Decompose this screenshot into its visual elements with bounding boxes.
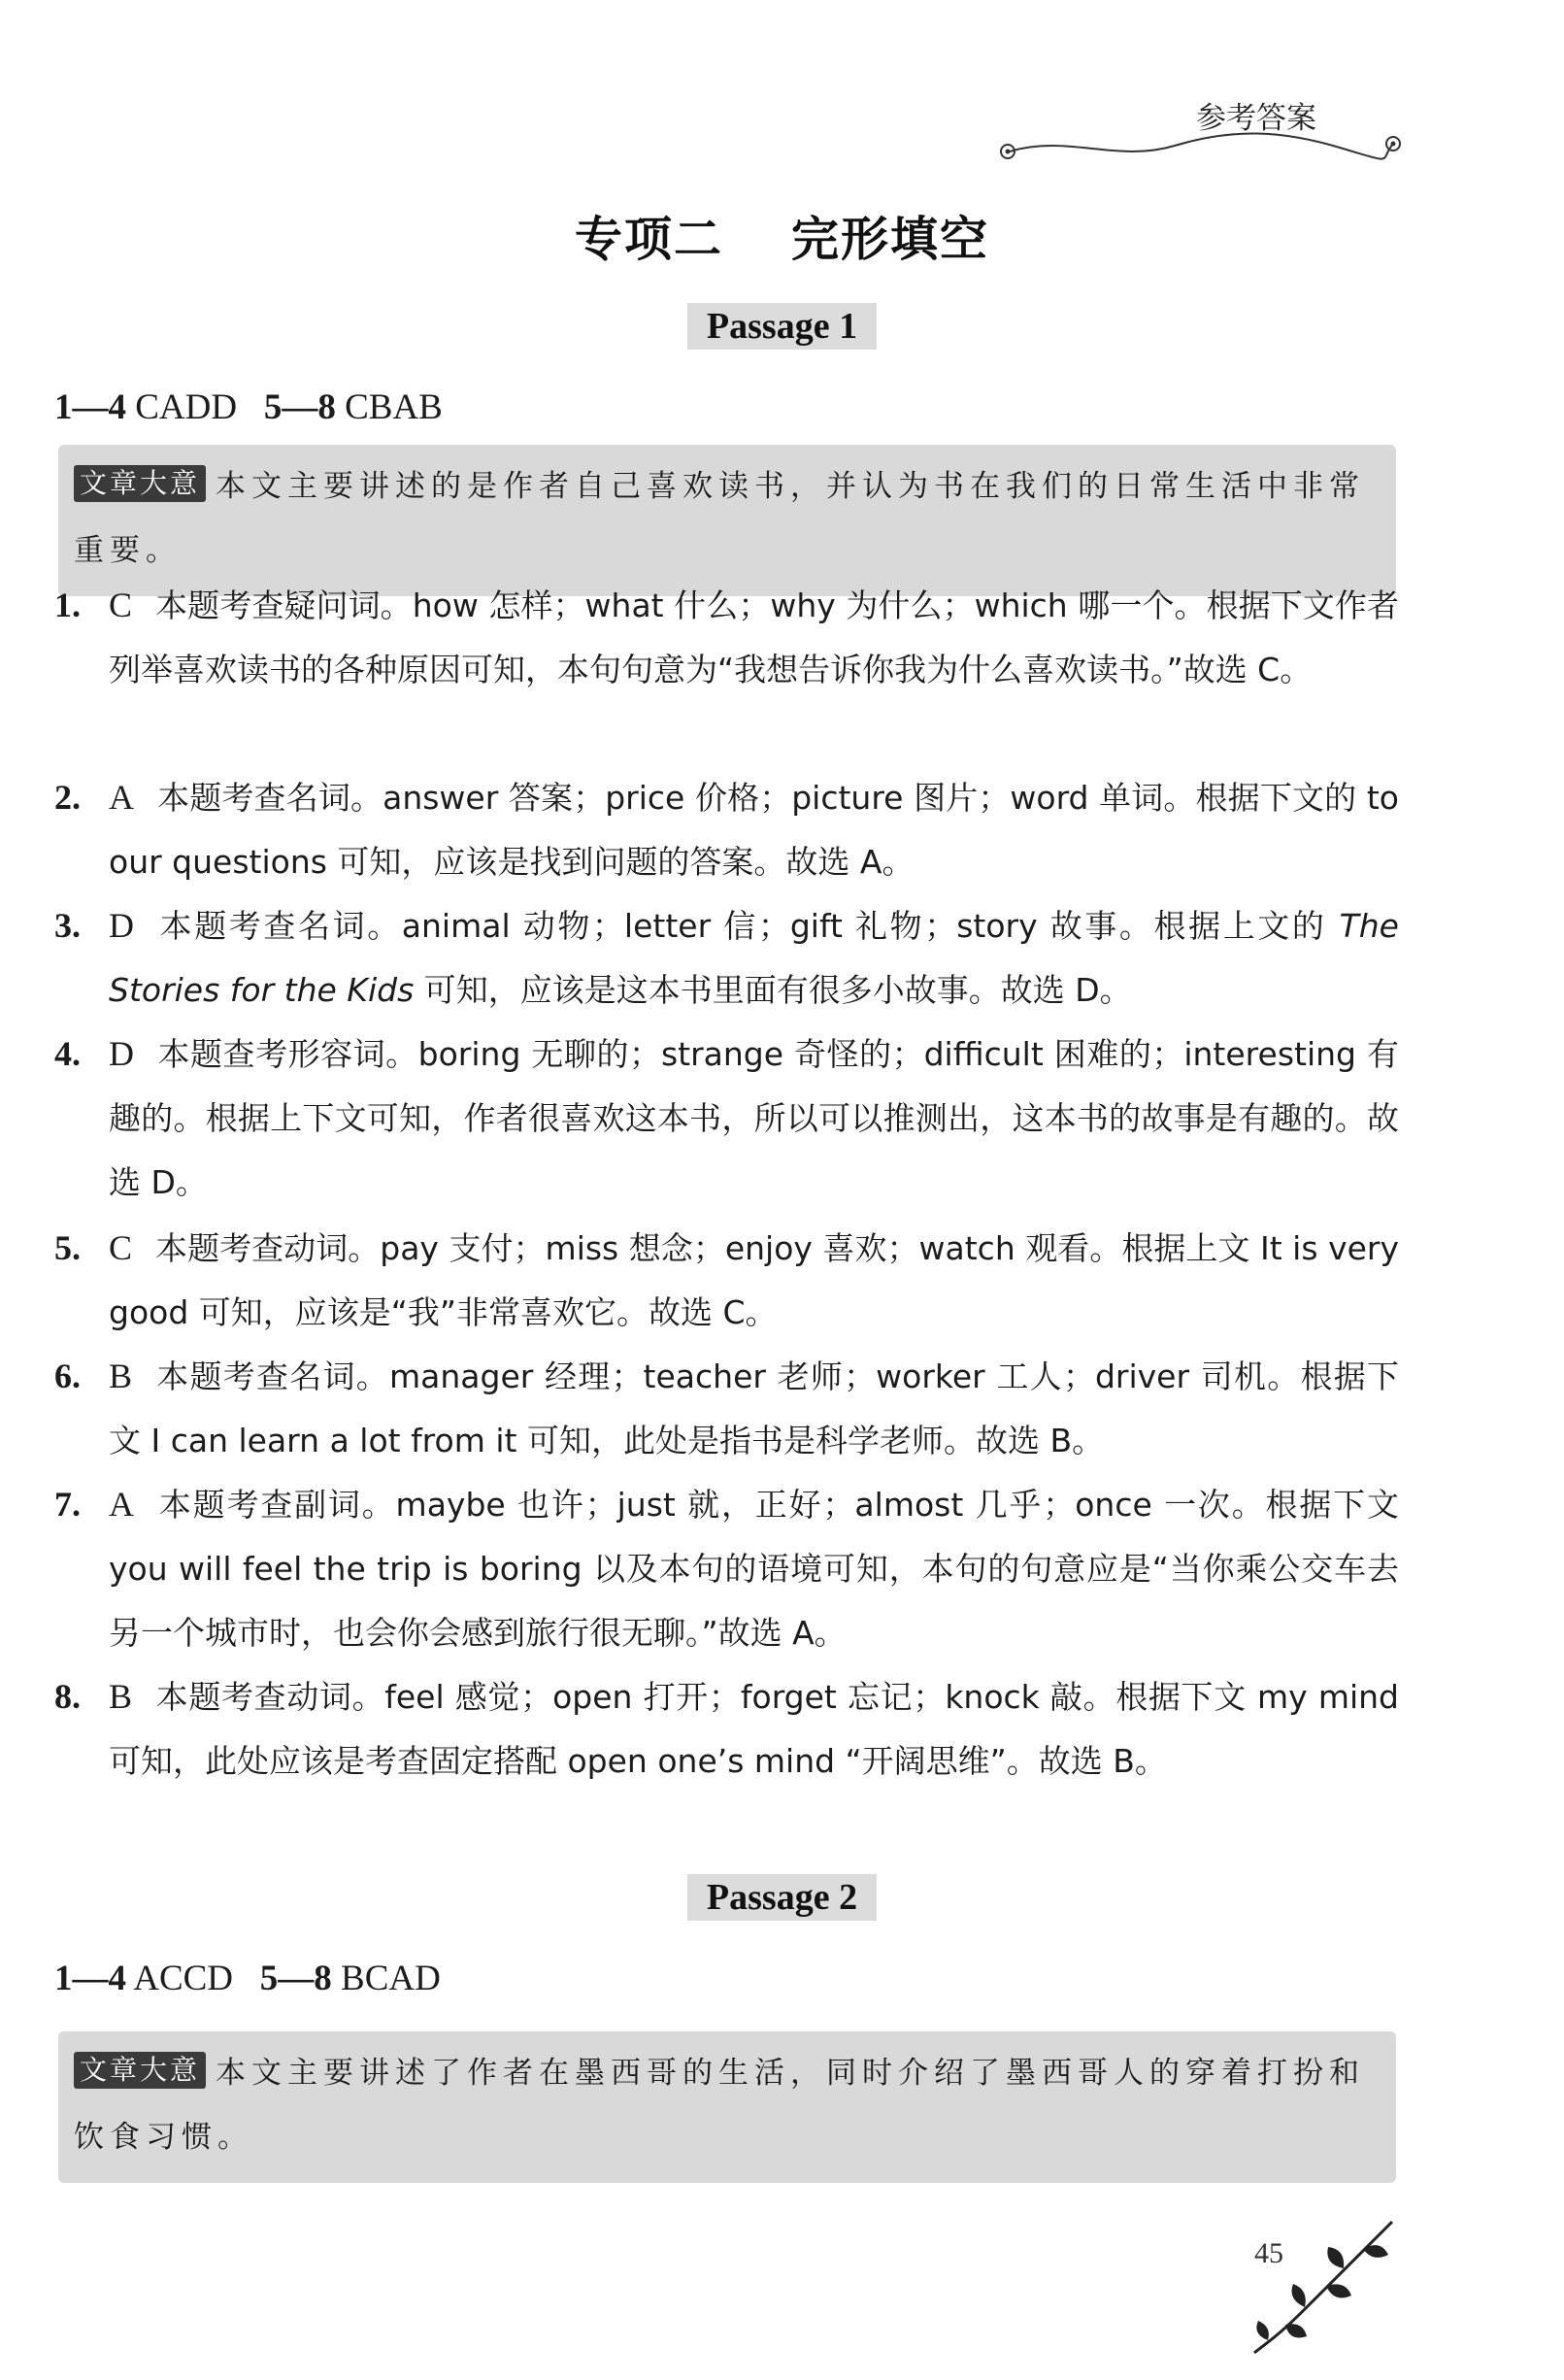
header-label: 参考答案	[1196, 101, 1316, 136]
page-number: 45	[1254, 2237, 1283, 2269]
title-part2: 完形填空	[791, 212, 990, 267]
explanation-item-3: 3. D 本题考查名词。animal 动物；letter 信；gift 礼物；story 故事。根据上文的 The Stories for the Kids 可知，应该是这本书里面有很多小故事。故选 D。	[54, 906, 1399, 1009]
explanation-item-7: 7. A 本题考查副词。maybe 也许；just 就，正好；almost 几乎；once 一次。根据下文 you will feel the trip is boring 以及本句的语境可知，本句的句意应是“当你乘公交车去另一个城市时，也会你会感到旅行很无聊。”故选 A。	[54, 1485, 1399, 1652]
summary-tag: 文章大意	[74, 2052, 206, 2089]
passage-1-heading: Passage 1	[0, 303, 1564, 350]
explanation-item-1: 1. C 本题考查疑问词。how 怎样；what 什么；why 为什么；which 哪一个。根据下文作者列举喜欢读书的各种原因可知，本句句意为“我想告诉你我为什么喜欢读书。”故选 C。	[54, 586, 1399, 688]
passage-2-heading: Passage 2	[0, 1874, 1564, 1921]
summary-text: 本文主要讲述的是作者自己喜欢读书，并认为书在我们的日常生活中非常重要。	[74, 469, 1366, 568]
page-title	[0, 202, 1564, 270]
explanation-item-8: 8. B 本题考查动词。feel 感觉；open 打开；forget 忘记；knock 敲。根据下文 my mind 可知，此处应该是考查固定搭配 open one’s mind “开阔思维”。故选 B。	[54, 1677, 1399, 1780]
explanation-item-4: 4. D 本题查考形容词。boring 无聊的；strange 奇怪的；difficult 困难的；interesting 有趣的。根据上下文可知，作者很喜欢这本书，所以可以推测出，这本书的故事是有趣的。故选 D。	[54, 1034, 1399, 1201]
explanation-item-5: 5. C 本题考查动词。pay 支付；miss 想念；enjoy 喜欢；watch 观看。根据上文 It is very good 可知，应该是“我”非常喜欢它。故选 C。	[54, 1228, 1399, 1331]
explanation-item-2: 2. A 本题考查名词。answer 答案；price 价格；picture 图片；word 单词。根据下文的 to our questions 可知，应该是找到问题的答案。故选 A。	[54, 778, 1399, 881]
header-ornament	[990, 124, 1408, 173]
summary-tag: 文章大意	[74, 465, 206, 502]
vine-ornament-icon	[1247, 2212, 1402, 2358]
explanation-item-6: 6. B 本题考查名词。manager 经理；teacher 老师；worker 工人；driver 司机。根据下文 I can learn a lot from it 可知，此处是指书是科学老师。故选 B。	[54, 1357, 1399, 1459]
passage-2-answer-key: 1—4 ACCD 5—8 BCAD	[54, 1959, 441, 1998]
passage-2-summary	[58, 2031, 1396, 2183]
summary-text: 本文主要讲述了作者在墨西哥的生活，同时介绍了墨西哥人的穿着打扮和饮食习惯。	[74, 2056, 1366, 2155]
passage-1-answer-key: 1—4 CADD 5—8 CBAB	[54, 387, 443, 427]
title-part1: 专项二	[574, 212, 723, 267]
